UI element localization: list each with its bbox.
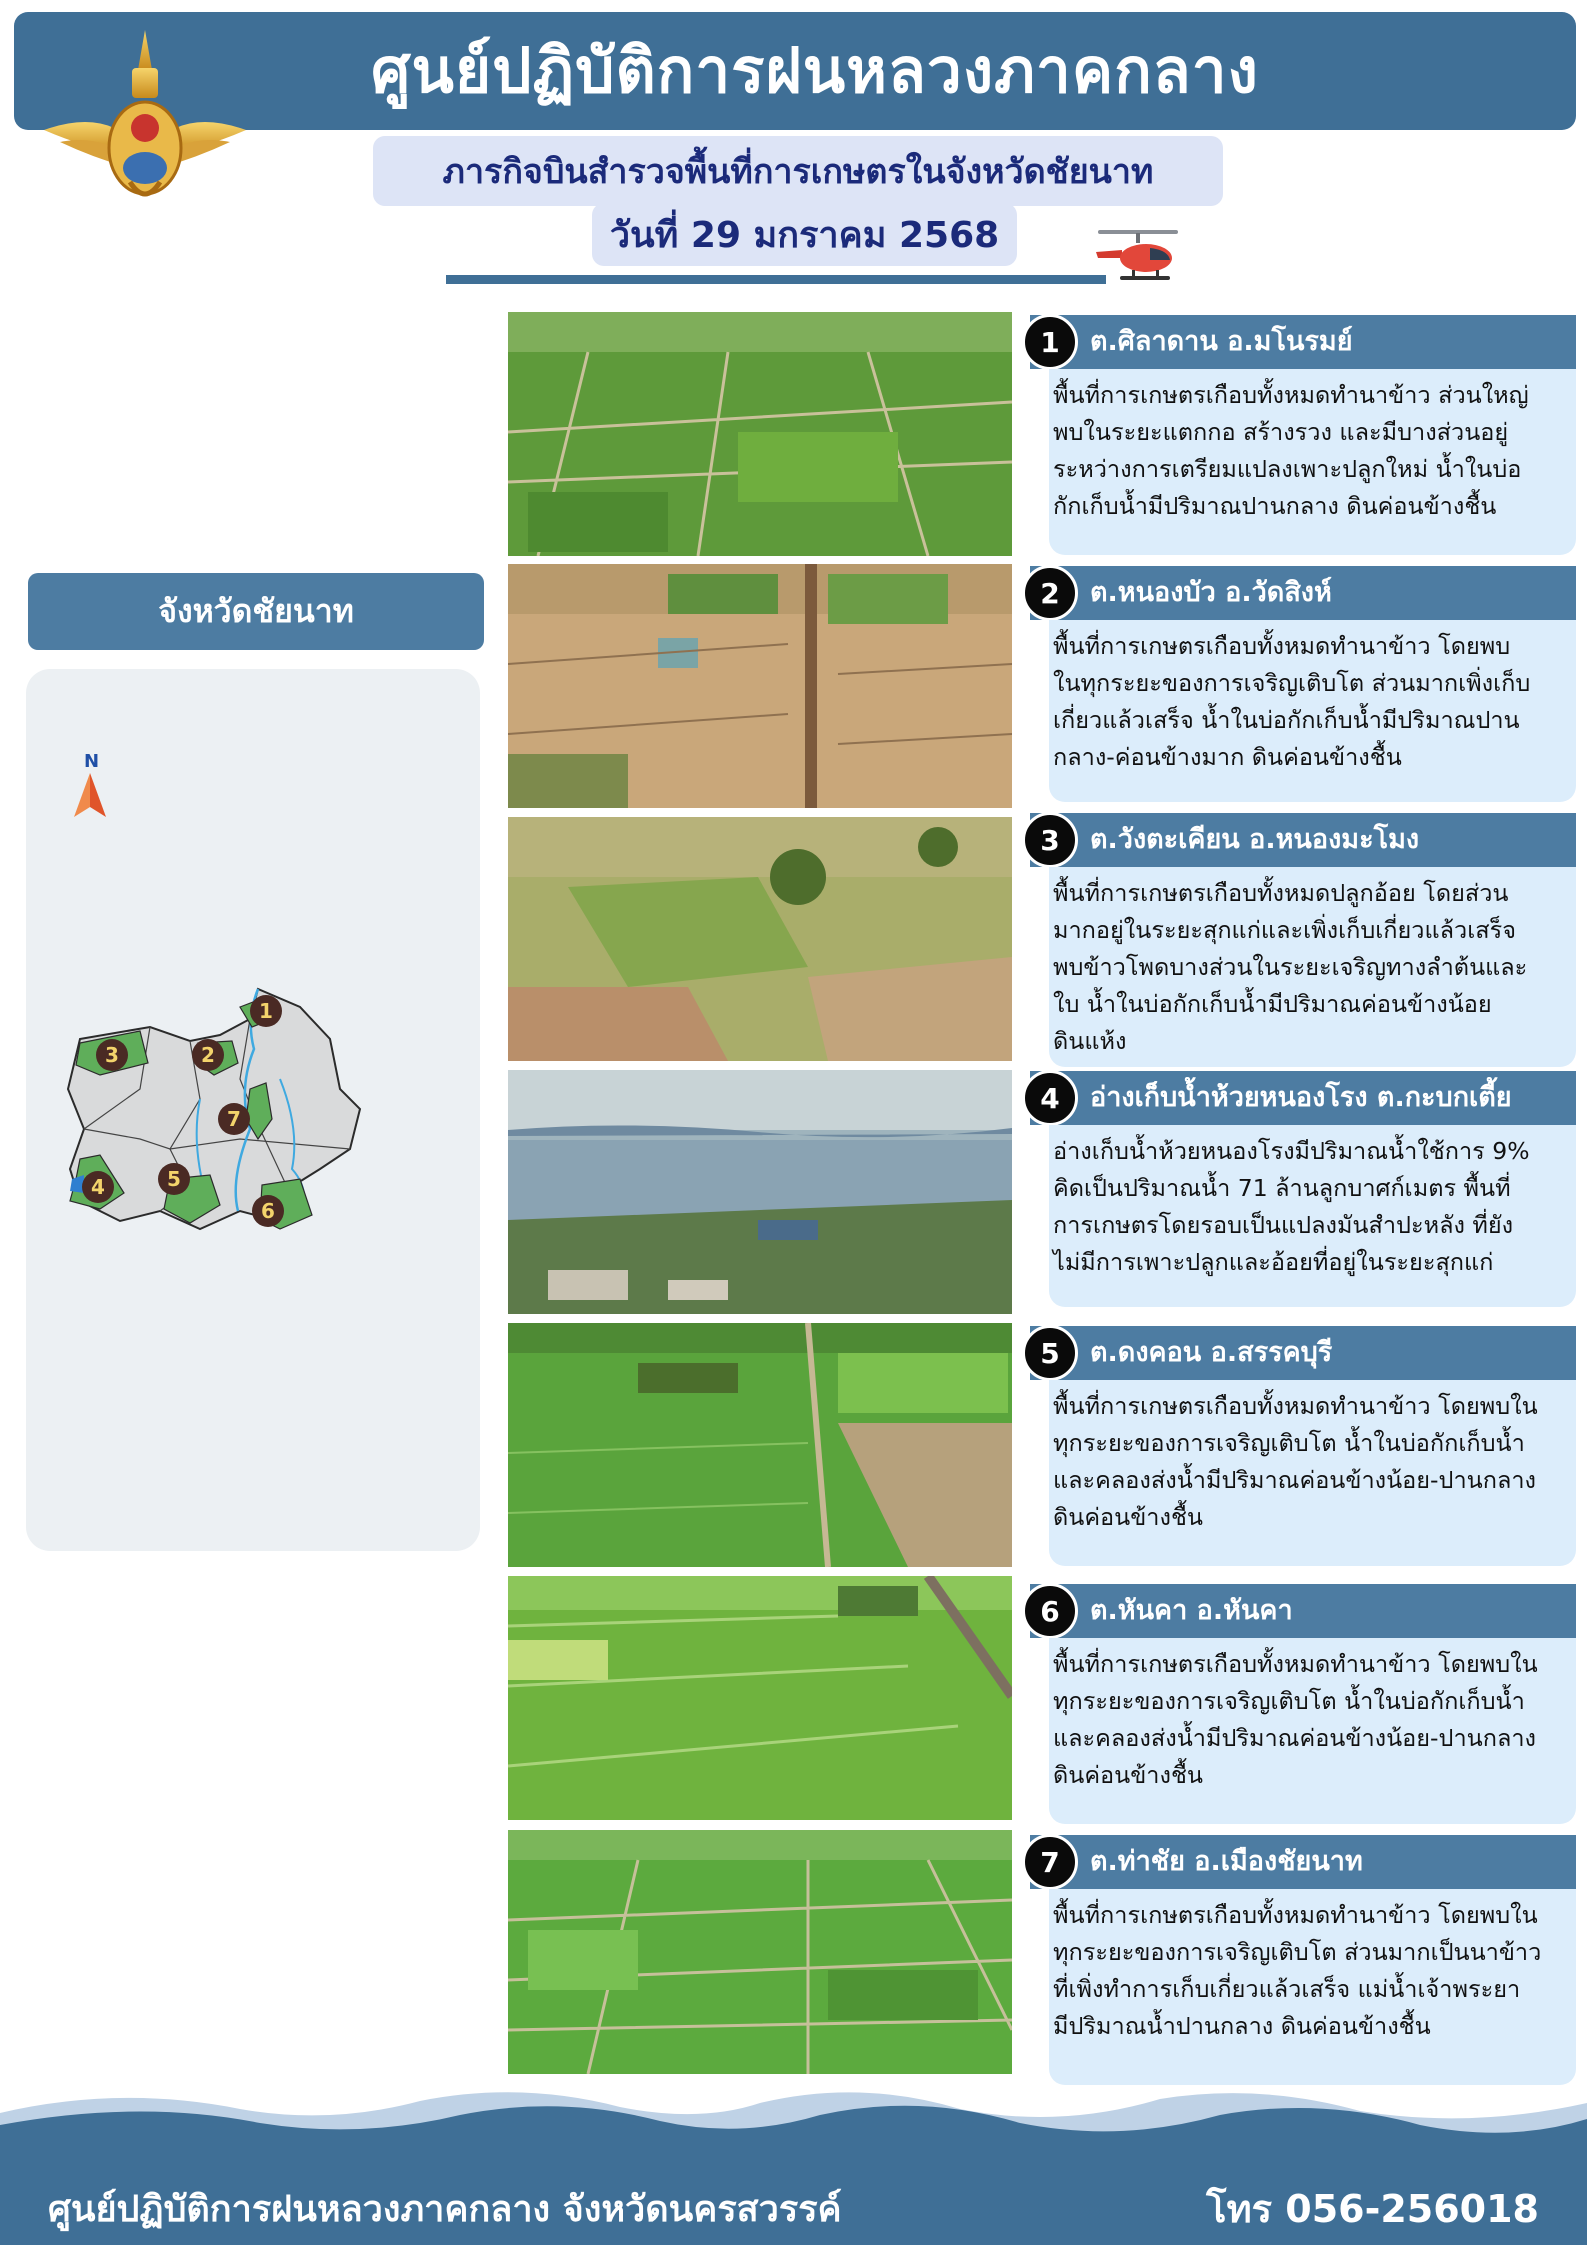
chainat-district-map — [40, 979, 480, 1339]
entry-description: อ่างเก็บน้ำห้วยหนองโรงมีปริมาณน้ำใช้การ 9% คิดเป็นปริมาณน้ำ 71 ล้านลูกบาศก์เมตร พื้นที่ การเกษตรโดยรอบเป็นแปลงมันสำปะหลัง ที่ยัง ไม่มีการเพาะปลูกและอ้อยที่อยู่ในระยะสุกแก่ — [1049, 1125, 1576, 1307]
entry-number-badge: 2 — [1022, 565, 1078, 621]
svg-text:7: 7 — [227, 1107, 241, 1131]
entry-title: ต.วังตะเคียน อ.หนองมะโมง — [1090, 824, 1420, 855]
entry-title: ต.ศิลาดาน อ.มโนรมย์ — [1090, 326, 1353, 357]
aerial-photo-2 — [508, 564, 1012, 808]
entry-description: พื้นที่การเกษตรเกือบทั้งหมดทำนาข้าว โดยพบใน ทุกระยะของการเจริญเติบโต ส่วนมากเป็นนาข้าว ที่เพิ่งทำการเก็บเกี่ยวแล้วเสร็จ แม่น้ำเจ้าพระยา มีปริมาณน้ำปานกลาง ดินค่อนข้างชื้น — [1049, 1889, 1576, 2085]
page-title: ศูนย์ปฏิบัติการฝนหลวงภาคกลาง — [371, 34, 1259, 107]
aerial-photo-1 — [508, 312, 1012, 556]
aerial-photo-3 — [508, 817, 1012, 1061]
entry-title: อ่างเก็บน้ำห้วยหนองโรง ต.กะบกเตี้ย — [1090, 1082, 1512, 1113]
svg-text:6: 6 — [261, 1199, 275, 1223]
footer-phone: โทร 056-256018 — [1206, 2187, 1539, 2231]
map-marker-7 — [218, 1103, 250, 1135]
entry-number-badge: 4 — [1022, 1070, 1078, 1126]
north-arrow-icon — [64, 751, 120, 821]
helicopter-icon — [1092, 228, 1184, 286]
entry-header-1 — [1030, 315, 1576, 369]
map-marker-5 — [158, 1163, 190, 1195]
entry-header-3 — [1030, 813, 1576, 867]
province-label-text: จังหวัดชัยนาท — [158, 592, 354, 630]
province-map-panel — [26, 669, 480, 1551]
entry-header-4 — [1030, 1071, 1576, 1125]
entry-number-badge: 3 — [1022, 812, 1078, 868]
aerial-photo-7 — [508, 1830, 1012, 2074]
entry-title: ต.หันคา อ.หันคา — [1090, 1595, 1293, 1626]
date-badge — [592, 203, 1017, 266]
entry-header-5 — [1030, 1326, 1576, 1380]
entry-number-badge: 7 — [1022, 1834, 1078, 1890]
map-marker-2 — [192, 1039, 224, 1071]
map-marker-6 — [252, 1195, 284, 1227]
entry-header-6 — [1030, 1584, 1576, 1638]
compass-letter: N — [84, 751, 100, 772]
entry-description: พื้นที่การเกษตรเกือบทั้งหมดทำนาข้าว โดยพบ ในทุกระยะของการเจริญเติบโต ส่วนมากเพิ่งเก็บ เกี่ยวแล้วเสร็จ น้ำในบ่อกักเก็บน้ำมีปริมาณปาน กลาง-ค่อนข้างมาก ดินค่อนข้างชื้น — [1049, 620, 1576, 802]
svg-text:2: 2 — [201, 1043, 215, 1067]
aerial-photo-5 — [508, 1323, 1012, 1567]
mission-text: ภารกิจบินสำรวจพื้นที่การเกษตรในจังหวัดชัยนาท — [442, 152, 1154, 192]
map-marker-1 — [250, 995, 282, 1027]
entry-number-badge: 1 — [1022, 314, 1078, 370]
entry-description: พื้นที่การเกษตรเกือบทั้งหมดทำนาข้าว โดยพบใน ทุกระยะของการเจริญเติบโต น้ำในบ่อกักเก็บน้ำ และคลองส่งน้ำมีปริมาณค่อนข้างน้อย-ปานกลาง ดินค่อนข้างชื้น — [1049, 1638, 1576, 1824]
footer-organization: ศูนย์ปฏิบัติการฝนหลวงภาคกลาง จังหวัดนครสวรรค์ — [48, 2189, 842, 2230]
svg-text:3: 3 — [105, 1043, 119, 1067]
entry-number-badge: 6 — [1022, 1583, 1078, 1639]
entry-description: พื้นที่การเกษตรเกือบทั้งหมดทำนาข้าว ส่วนใหญ่ พบในระยะแตกกอ สร้างรวง และมีบางส่วนอยู่ ระหว่างการเตรียมแปลงเพาะปลูกใหม่ น้ำในบ่อ กักเก็บน้ำมีปริมาณปานกลาง ดินค่อนข้างชื้น — [1049, 369, 1576, 555]
map-marker-3 — [96, 1039, 128, 1071]
entry-title: ต.ดงคอน อ.สรรคบุรี — [1090, 1337, 1333, 1368]
province-label — [28, 573, 484, 650]
entry-number-badge: 5 — [1022, 1325, 1078, 1381]
entry-header-2 — [1030, 566, 1576, 620]
title-underline — [446, 275, 1106, 284]
aerial-photo-4 — [508, 1070, 1012, 1314]
svg-text:1: 1 — [259, 999, 273, 1023]
map-marker-4 — [82, 1171, 114, 1203]
entry-header-7 — [1030, 1835, 1576, 1889]
entry-description: พื้นที่การเกษตรเกือบทั้งหมดทำนาข้าว โดยพบใน ทุกระยะของการเจริญเติบโต น้ำในบ่อกักเก็บน้ำ และคลองส่งน้ำมีปริมาณค่อนข้างน้อย-ปานกลาง ดินค่อนข้างชื้น — [1049, 1380, 1576, 1566]
svg-text:4: 4 — [91, 1175, 105, 1199]
royal-rainmaking-emblem — [40, 30, 250, 210]
date-text: วันที่ 29 มกราคม 2568 — [609, 215, 1000, 256]
entry-description: พื้นที่การเกษตรเกือบทั้งหมดปลูกอ้อย โดยส่วน มากอยู่ในระยะสุกแก่และเพิ่งเก็บเกี่ยวแล้วเสร็จ พบข้าวโพดบางส่วนในระยะเจริญทางลำต้นและ ใบ น้ำในบ่อกักเก็บน้ำมีปริมาณค่อนข้างน้อย ดินแห้ง — [1049, 867, 1576, 1067]
entry-title: ต.ท่าชัย อ.เมืองชัยนาท — [1090, 1846, 1363, 1877]
mission-subtitle — [373, 136, 1223, 206]
entry-title: ต.หนองบัว อ.วัดสิงห์ — [1090, 577, 1332, 608]
aerial-photo-6 — [508, 1576, 1012, 1820]
svg-text:5: 5 — [167, 1167, 181, 1191]
